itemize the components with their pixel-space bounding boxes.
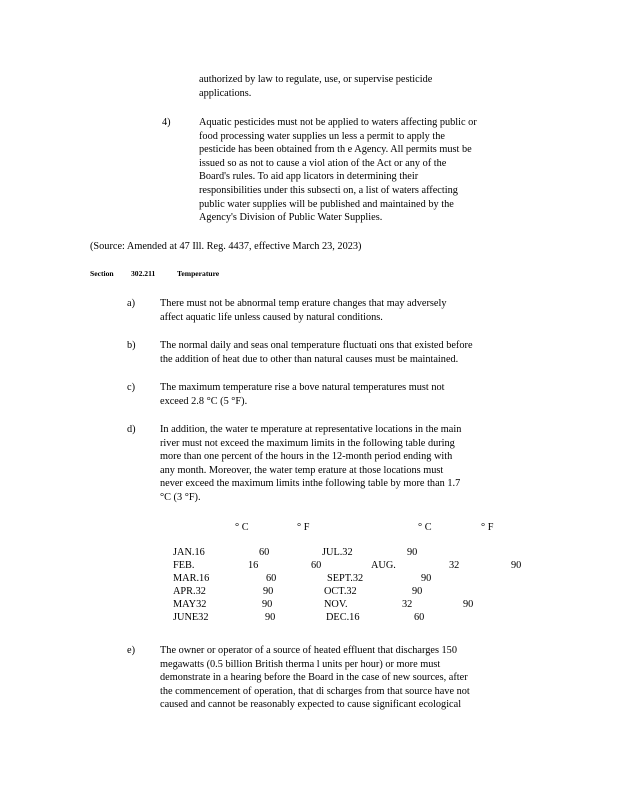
table-cell: 90 <box>262 599 273 610</box>
table-cell: 60 <box>259 547 270 558</box>
unit-c-header-2: ° C <box>418 522 432 533</box>
source-note: (Source: Amended at 47 Ill. Reg. 4437, effective March 23, 2023) <box>90 241 362 252</box>
table-cell: JAN.16 <box>173 547 205 558</box>
table-cell: 32 <box>449 560 460 571</box>
section-number: 302.211 <box>131 269 156 278</box>
table-cell: 90 <box>511 560 522 571</box>
item-d-marker: d) <box>127 424 136 435</box>
item-b-text: The normal daily and seas onal temperature fluctuati ons that existed before the addition of heat due to other than natural causes must be maintained. <box>160 340 473 365</box>
table-cell: AUG. <box>371 560 396 571</box>
table-cell: 32 <box>402 599 413 610</box>
item-c-text: The maximum temperature rise a bove natural temperatures must not exceed 2.8 °C (5 °F). <box>160 382 445 407</box>
item-c-marker: c) <box>127 382 135 393</box>
table-cell: MAR.16 <box>173 573 210 584</box>
item-b-marker: b) <box>127 340 136 351</box>
table-cell: 60 <box>266 573 277 584</box>
table-cell: APR.32 <box>173 586 206 597</box>
item-a-marker: a) <box>127 298 135 309</box>
table-cell: 16 <box>248 560 259 571</box>
table-cell: OCT.32 <box>324 586 357 597</box>
section-label: Section <box>90 269 114 278</box>
item-e-marker: e) <box>127 645 135 656</box>
table-cell: 90 <box>265 612 276 623</box>
table-cell: NOV. <box>324 599 348 610</box>
table-cell: 90 <box>412 586 423 597</box>
continuation-text: authorized by law to regulate, use, or supervise pesticide applications. <box>199 74 433 99</box>
table-cell: 60 <box>414 612 425 623</box>
table-cell: FEB. <box>173 560 195 571</box>
item-4-text: Aquatic pesticides must not be applied to waters affecting public or food processing water supplies un less a permit to apply the pesticide has been obtained from th e Agency. All permits must be issued so as not to cause a viol ation of the Act or any of the Board's rules. To aid app licators in determining their responsibilities under this subsecti on, a list of waters affecting public water supplies will be published and maintained by the Agency's Division of Public Water Supplies. <box>199 117 477 224</box>
table-cell: 90 <box>463 599 474 610</box>
table-cell: MAY32 <box>173 599 207 610</box>
item-d-text: In addition, the water te mperature at representative locations in the main river must not exceed the maximum limits in the following table during more than one percent of the hours in the 12-month period ending with any month. Moreover, the water temp erature at those locations must never exceed the maximum limits inthe following table by more than 1.7 °C (3 °F). <box>160 424 462 503</box>
unit-f-header-2: ° F <box>481 522 494 533</box>
table-cell: 90 <box>407 547 418 558</box>
item-e-text: The owner or operator of a source of heated effluent that discharges 150 megawatts (0.5 billion British therma l units per hour) or more must demonstrate in a hearing before the Board in the case of new sources, after the commencement of operation, that di scharges from that source have not caused and cannot be reasonably expected to cause significant ecological <box>160 645 470 711</box>
unit-f-header-1: ° F <box>297 522 310 533</box>
table-cell: DEC.16 <box>326 612 360 623</box>
item-4-marker: 4) <box>162 117 171 128</box>
table-cell: JUL.32 <box>322 547 353 558</box>
table-cell: 90 <box>263 586 274 597</box>
unit-c-header-1: ° C <box>235 522 249 533</box>
table-cell: 60 <box>311 560 322 571</box>
table-cell: SEPT.32 <box>327 573 364 584</box>
item-a-text: There must not be abnormal temp erature changes that may adversely affect aquatic life unless caused by natural conditions. <box>160 298 447 323</box>
section-title: Temperature <box>177 269 220 278</box>
table-cell: 90 <box>421 573 432 584</box>
table-cell: JUNE32 <box>173 612 209 623</box>
